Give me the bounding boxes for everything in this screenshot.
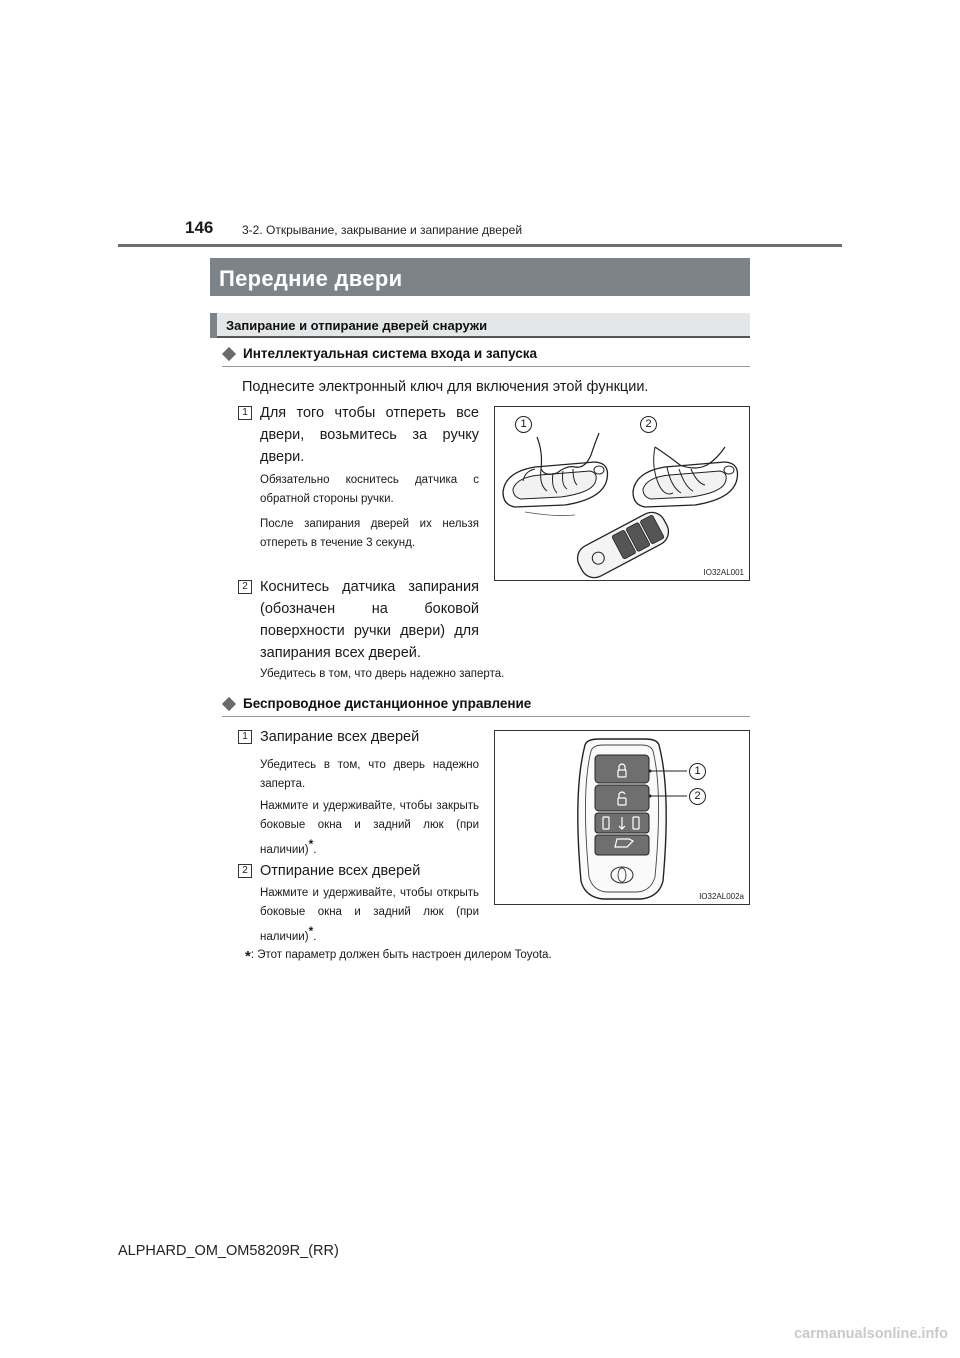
smart-entry-intro: Поднесите электронный ключ для включения этой функции. bbox=[242, 379, 649, 395]
breadcrumb: 3-2. Открывание, закрывание и запирание дверей bbox=[242, 223, 523, 237]
callout-1: 1 bbox=[515, 416, 532, 433]
figure-code: IO32AL002a bbox=[699, 892, 744, 901]
document-footer: ALPHARD_OM_OM58209R_(RR) bbox=[118, 1243, 339, 1259]
remote-key-figure bbox=[494, 730, 750, 905]
remote-key-illustration bbox=[495, 731, 750, 905]
page-number: 146 bbox=[185, 218, 214, 237]
remote-step1-text: Запирание всех дверей bbox=[260, 729, 420, 745]
step-number-icon: 2 bbox=[238, 580, 252, 594]
smart-entry-heading bbox=[222, 346, 537, 361]
remote-step2-note-period: . bbox=[313, 930, 317, 943]
callout-1: 1 bbox=[689, 763, 706, 780]
subsection-accent-bar bbox=[210, 313, 217, 338]
diamond-bullet-icon bbox=[222, 697, 236, 711]
asterisk-mark: * bbox=[308, 837, 314, 851]
remote-heading bbox=[222, 696, 531, 711]
smart-entry-divider bbox=[222, 366, 750, 367]
subsection-header bbox=[210, 313, 750, 338]
remote-step1-note2 bbox=[260, 797, 479, 860]
step-number-icon: 2 bbox=[238, 864, 252, 878]
header-divider bbox=[118, 244, 842, 247]
figure-code: IO32AL001 bbox=[703, 568, 744, 577]
remote-step1-note2-period: . bbox=[313, 843, 317, 856]
smart-entry-step1-note1: Обязательно коснитесь датчика с обратной стороны ручки. bbox=[260, 474, 479, 505]
section-title: Передние двери bbox=[210, 258, 750, 296]
step-number-icon: 1 bbox=[238, 406, 252, 420]
smart-entry-step1-text: Для того чтобы отпереть все двери, возьмитесь за ручку двери. bbox=[260, 405, 479, 465]
asterisk-mark: * bbox=[308, 924, 314, 938]
remote-step2-note bbox=[260, 884, 479, 947]
remote-step1-note1: Убедитесь в том, что дверь надежно заперта. bbox=[260, 759, 479, 790]
door-handle-illustration bbox=[495, 407, 750, 581]
callout-2: 2 bbox=[689, 788, 706, 805]
subsection-title: Запирание и отпирание дверей снаружи bbox=[226, 318, 488, 333]
step-number-icon: 1 bbox=[238, 730, 252, 744]
watermark: carmanualsonline.info bbox=[794, 1326, 948, 1342]
asterisk-mark: * bbox=[245, 948, 251, 965]
diamond-bullet-icon bbox=[222, 347, 236, 361]
smart-entry-step1-note2: После запирания дверей их нельзя отпереть в течение 3 секунд. bbox=[260, 518, 479, 549]
remote-heading-text: Беспроводное дистанционное управление bbox=[243, 696, 532, 711]
door-handle-figure bbox=[494, 406, 750, 581]
remote-step1-note2-text: Нажмите и удерживайте, чтобы закрыть боковые окна и задний люк (при наличии) bbox=[260, 800, 479, 856]
callout-2: 2 bbox=[640, 416, 657, 433]
remote-step2-text: Отпирание всех дверей bbox=[260, 863, 421, 879]
remote-step2-note-text: Нажмите и удерживайте, чтобы открыть боковые окна и задний люк (при наличии) bbox=[260, 887, 479, 943]
footnote bbox=[245, 948, 552, 965]
remote-divider bbox=[222, 716, 750, 717]
smart-entry-step2-text: Коснитесь датчика запирания (обозначен на боковой поверхности ручки двери) для запирания всех дверей. bbox=[260, 579, 479, 661]
footnote-text: : Этот параметр должен быть настроен дилером Toyota. bbox=[250, 949, 552, 961]
smart-entry-heading-text: Интеллектуальная система входа и запуска bbox=[243, 346, 538, 361]
smart-entry-step2-note: Убедитесь в том, что дверь надежно заперта. bbox=[260, 668, 505, 680]
